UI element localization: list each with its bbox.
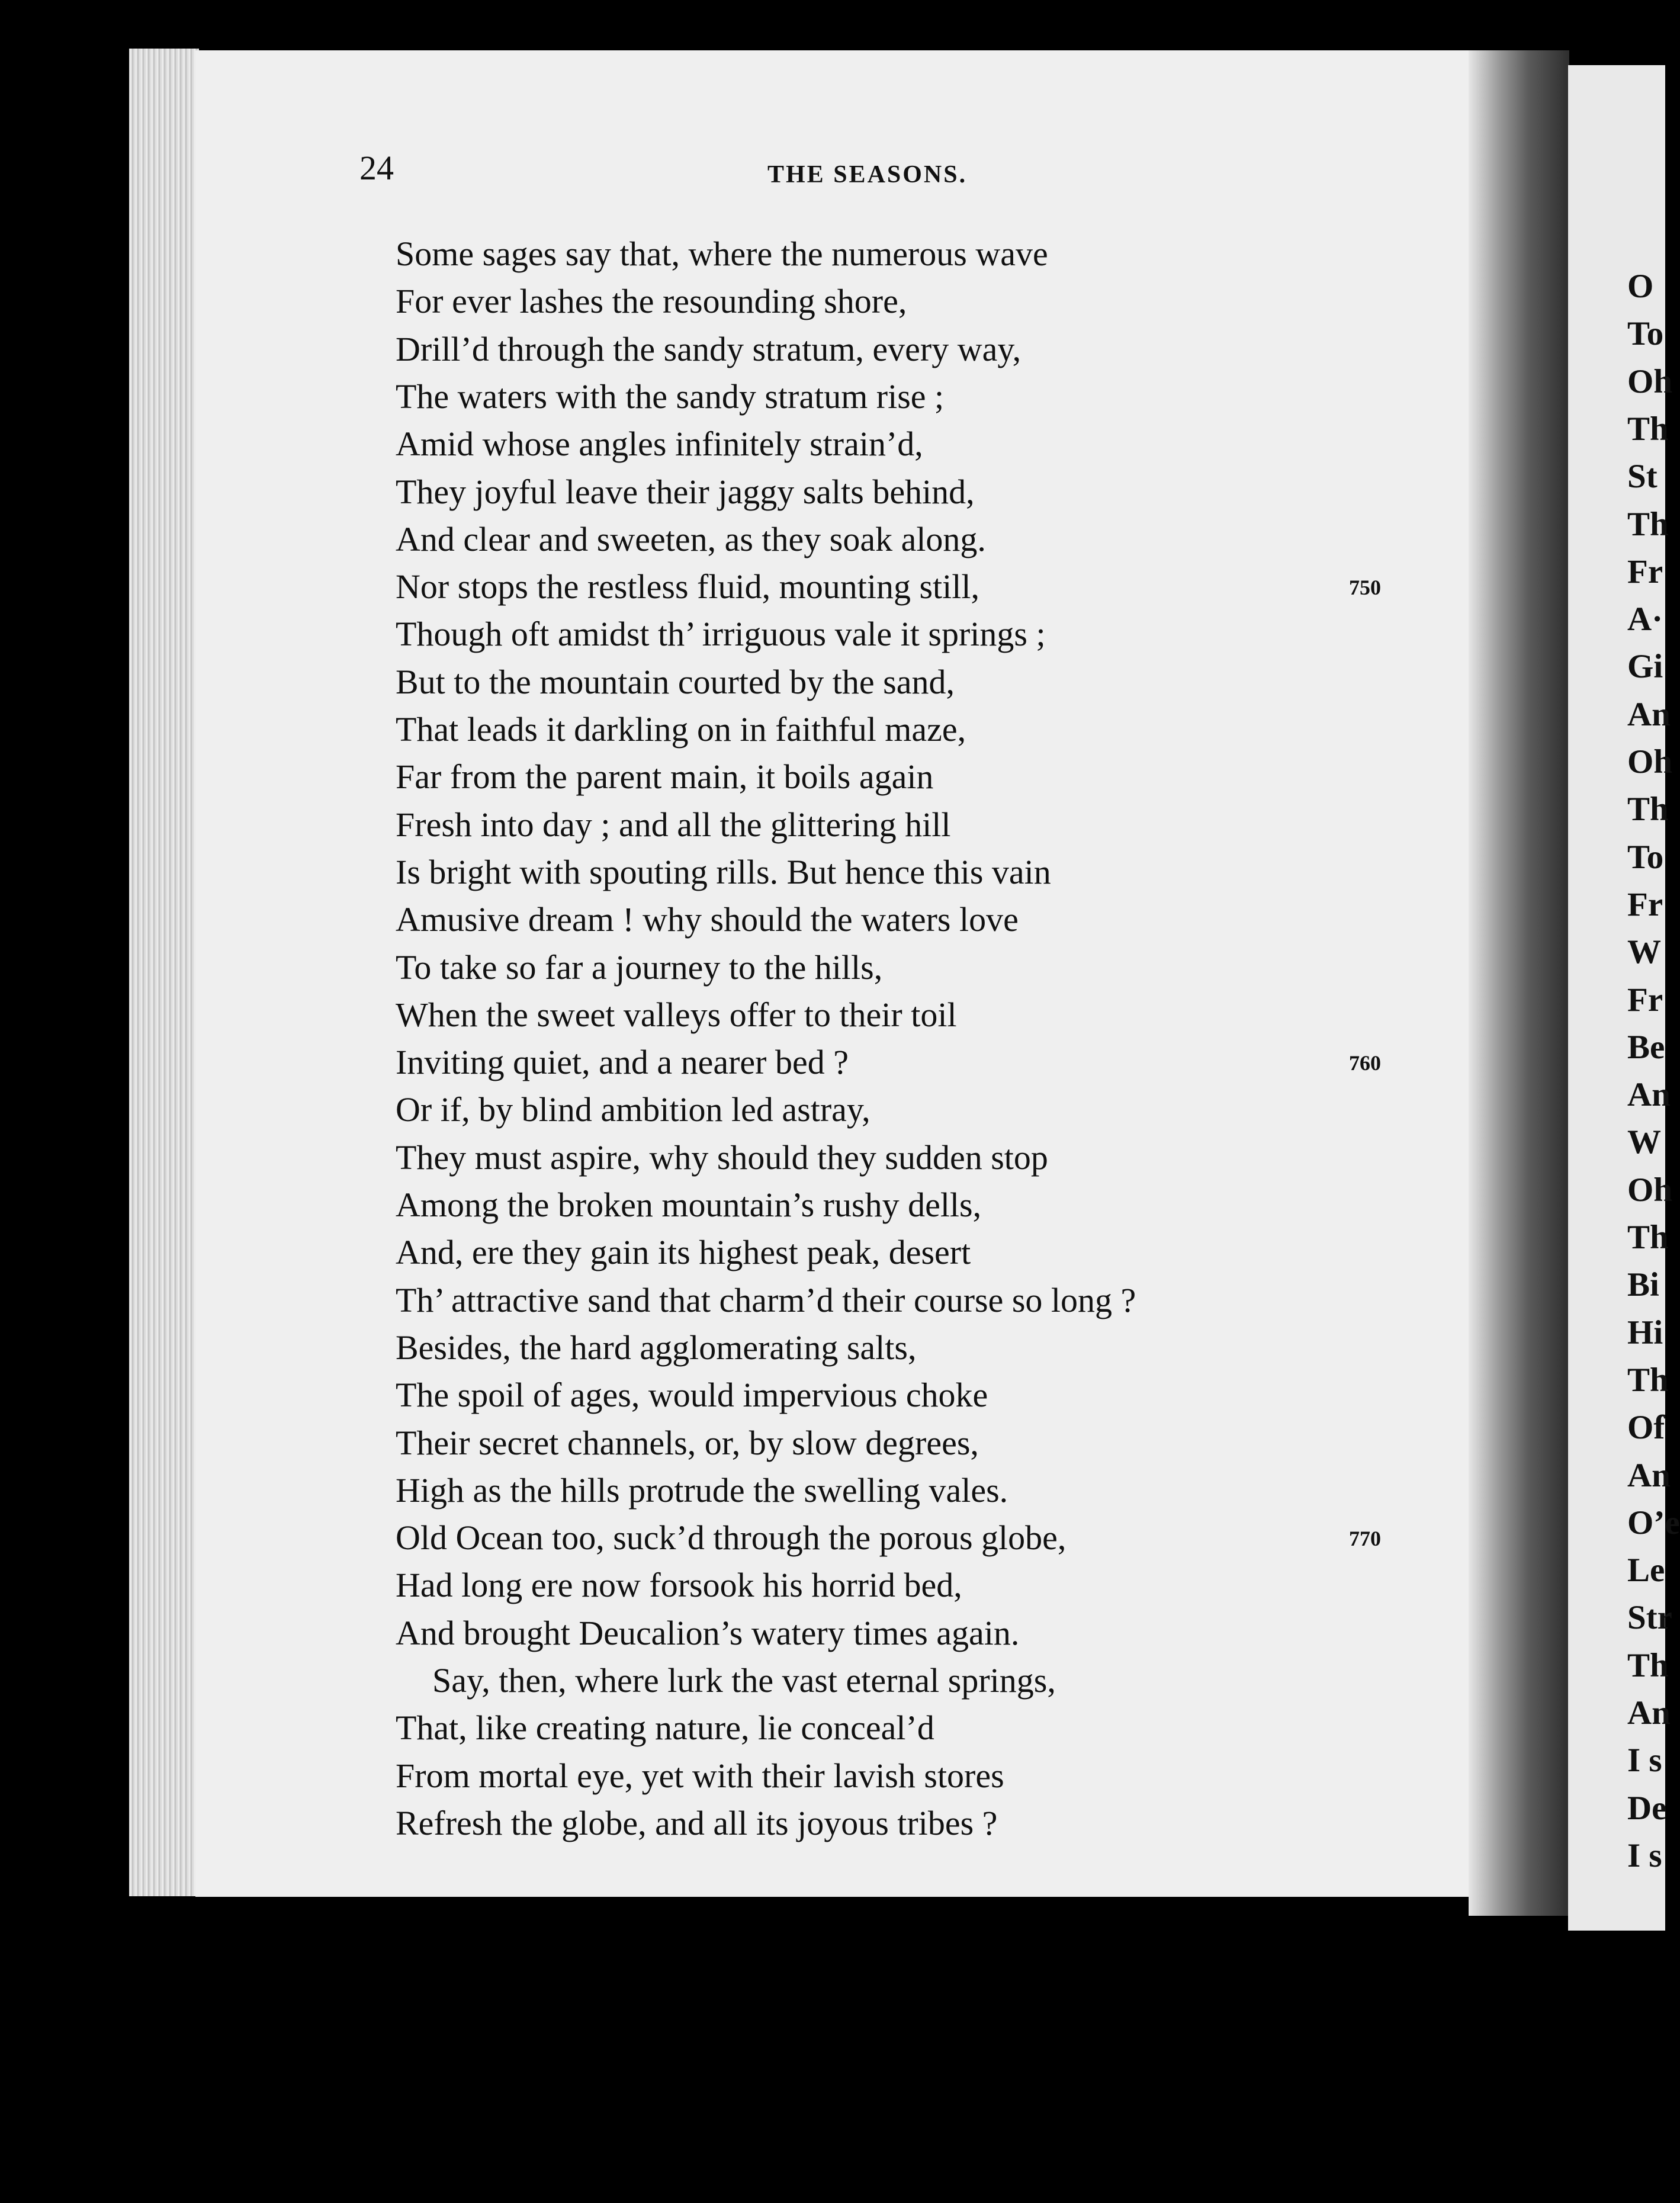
poem-line: The waters with the sandy stratum rise ; xyxy=(396,377,945,416)
facing-page-fragment: Fr xyxy=(1627,981,1663,1019)
poem-line: Say, then, where lurk the vast eternal springs, xyxy=(432,1661,1056,1700)
facing-page-fragment: An xyxy=(1627,1694,1671,1732)
facing-page-fragment: Of xyxy=(1627,1409,1665,1447)
page-edges xyxy=(129,49,199,1896)
running-title: THE SEASONS. xyxy=(767,161,968,188)
poem-line: And brought Deucalion’s watery times again. xyxy=(396,1613,1020,1652)
facing-page-fragment: Th xyxy=(1627,1219,1669,1256)
facing-page-fragment: An xyxy=(1627,695,1671,733)
poem-line: Is bright with spouting rills. But hence this vain xyxy=(396,852,1051,891)
facing-page-fragment: To xyxy=(1627,838,1664,876)
poem-line: But to the mountain courted by the sand, xyxy=(396,662,955,701)
facing-page-fragment: Bi xyxy=(1627,1266,1659,1304)
poem-line: And clear and sweeten, as they soak along. xyxy=(396,519,986,558)
facing-page-fragment: A· xyxy=(1627,600,1663,638)
poem-line: To take so far a journey to the hills, xyxy=(396,948,883,987)
poem-line: That, like creating nature, lie conceal’d xyxy=(396,1709,934,1748)
facing-page-fragment: Str xyxy=(1627,1599,1672,1637)
poem-line: Though oft amidst th’ irriguous vale it springs ; xyxy=(396,615,1046,654)
facing-page-fragment: Th xyxy=(1627,1361,1669,1399)
facing-page-fragment: O xyxy=(1627,268,1654,305)
facing-page-fragment: Th xyxy=(1627,1646,1669,1684)
poem-line: Old Ocean too, suck’d through the porous globe, xyxy=(396,1518,1067,1557)
facing-page-fragment: De xyxy=(1627,1789,1667,1827)
poem-line: High as the hills protrude the swelling vales. xyxy=(396,1470,1008,1510)
poem-line: They must aspire, why should they sudden stop xyxy=(396,1138,1048,1177)
facing-page-fragment: Le xyxy=(1627,1552,1665,1589)
poem-line: Their secret channels, or, by slow degrees, xyxy=(396,1423,979,1462)
page-number: 24 xyxy=(359,149,394,187)
facing-page-fragment: Th xyxy=(1627,505,1669,543)
poem-line: Nor stops the restless fluid, mounting still, xyxy=(396,567,979,606)
poem-line: Fresh into day ; and all the glittering hill xyxy=(396,805,951,844)
facing-page-fragment: Fr xyxy=(1627,885,1663,923)
poem-line: That leads it darkling on in faithful maze, xyxy=(396,710,966,749)
poem-line: The spoil of ages, would impervious choke xyxy=(396,1376,988,1415)
facing-page-fragment: Th xyxy=(1627,410,1669,448)
facing-page-fragment: Be xyxy=(1627,1028,1665,1066)
poem-line: Th’ attractive sand that charm’d their course so long ? xyxy=(396,1280,1136,1319)
poem-line: Amid whose angles infinitely strain’d, xyxy=(396,425,923,464)
facing-page-fragment: O’e xyxy=(1627,1504,1680,1542)
poem-line: Some sages say that, where the numerous wave xyxy=(396,235,1048,273)
poem-line: Drill’d through the sandy stratum, every way, xyxy=(396,329,1022,368)
facing-page-fragment: An xyxy=(1627,1456,1671,1494)
facing-page-fragment: An xyxy=(1627,1076,1671,1114)
poem-line: They joyful leave their jaggy salts behind, xyxy=(396,472,975,511)
facing-page-fragment: To xyxy=(1627,315,1664,353)
poem-line: And, ere they gain its highest peak, desert xyxy=(396,1233,971,1272)
poem-line: Among the broken mountain’s rushy dells, xyxy=(396,1186,982,1224)
facing-page xyxy=(1568,65,1680,1931)
poem-line: Or if, by blind ambition led astray, xyxy=(396,1090,870,1129)
facing-page-fragment: Hi xyxy=(1627,1314,1663,1351)
poem-line: Inviting quiet, and a nearer bed ? xyxy=(396,1043,849,1082)
facing-page-fragment: I s xyxy=(1627,1742,1662,1780)
facing-page-fragment: Oh xyxy=(1627,743,1673,781)
facing-page-fragment: I s xyxy=(1627,1836,1662,1874)
facing-page-fragment: Fr xyxy=(1627,553,1663,590)
line-number: 770 xyxy=(1349,1527,1381,1551)
facing-page-fragment: W xyxy=(1627,1123,1661,1161)
poem-line: Besides, the hard agglomerating salts, xyxy=(396,1328,917,1367)
poem-line: Far from the parent main, it boils again xyxy=(396,757,934,797)
line-number: 760 xyxy=(1349,1051,1381,1075)
facing-page-fragment: St xyxy=(1627,458,1657,496)
facing-page-fragment: W xyxy=(1627,933,1661,971)
poem-line: Refresh the globe, and all its joyous tribes ? xyxy=(396,1803,998,1842)
facing-page-fragment: Th xyxy=(1627,791,1669,828)
poem-line: When the sweet valleys offer to their toil xyxy=(396,995,957,1034)
poem-line: Amusive dream ! why should the waters love xyxy=(396,900,1019,939)
poem-line: For ever lashes the resounding shore, xyxy=(396,282,907,321)
line-number: 750 xyxy=(1349,576,1381,600)
facing-page-fragment: Oh xyxy=(1627,1171,1673,1209)
facing-page-fragment: Oh xyxy=(1627,362,1673,400)
book-gutter xyxy=(1469,50,1569,1916)
poem-line: Had long ere now forsook his horrid bed, xyxy=(396,1566,962,1605)
facing-page-fragment: Gi xyxy=(1627,648,1663,686)
poem-line: From mortal eye, yet with their lavish stores xyxy=(396,1756,1004,1795)
